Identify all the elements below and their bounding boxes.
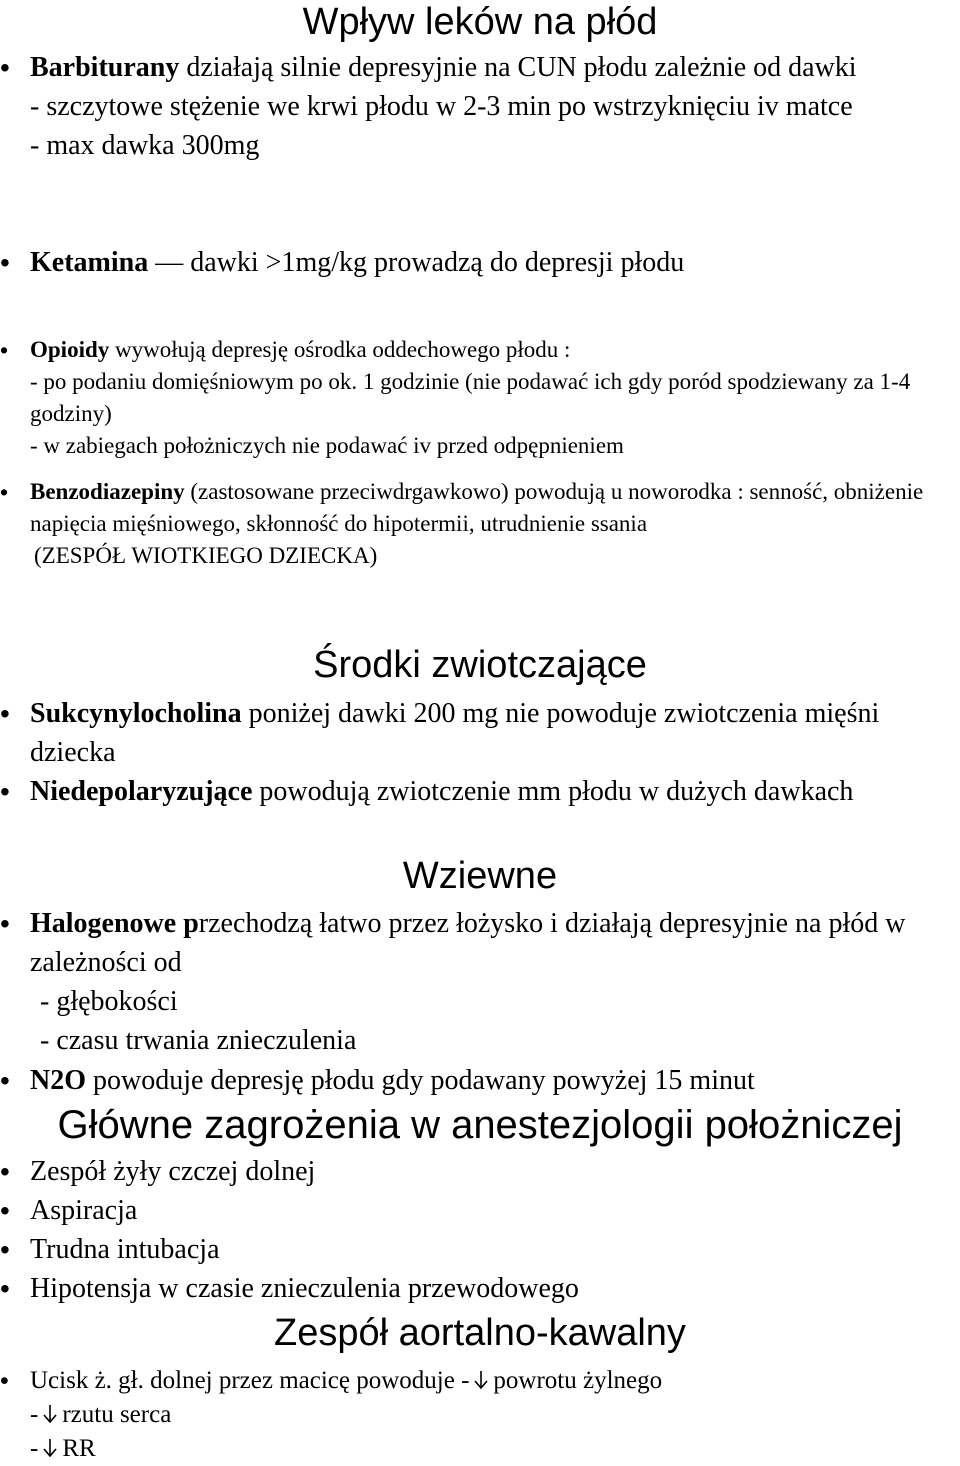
bullet-benzodiazepiny: • Benzodiazepiny (zastosowane przeciwdrgawkowo) powodują u noworodka : senność, obniżenie napięcia mięśniowego, skłonność do hipotermii, utrudnienie ssania (ZESPÓŁ WIOTKIEGO DZIECKA): [0, 476, 960, 572]
section-title: Główne zagrożenia w anestezjologii położniczej: [57, 1103, 903, 1147]
arrow-down-icon: [42, 1404, 58, 1424]
section-title: Wpływ leków na płód: [302, 1, 658, 43]
bullet-opioidy: • Opioidy wywołują depresję ośrodka oddechowego płodu : - po podaniu domięśniowym po ok. 1 godzinie (nie podawać ich gdy poród spodziewany za 1-4 godziny) - w zabiegach położniczych nie podawać iv przed odpępnieniem: [0, 334, 960, 462]
line-rzut-serca: - rzutu serca: [30, 1401, 172, 1428]
bullet-sukcynylocholina: • Sukcynylocholina poniżej dawki 200 mg nie powoduje zwiotczenia mięśni dziecka: [0, 694, 960, 772]
bullet-barbiturany: • Barbiturany działają silnie depresyjnie na CUN płodu zależnie od dawki - szczytowe stężenie we krwi płodu w 2-3 min po wstrzyknięciu iv matce - max dawka 300mg: [0, 48, 960, 165]
bullet-halogenowe: • Halogenowe przechodzą łatwo przez łożysko i działają depresyjnie na płód w zależności od - głębokości - czasu trwania znieczulenia: [0, 904, 960, 1060]
bullet-ucisk: • Ucisk ż. gł. dolnej przez macicę powoduje - powrotu żylnego: [0, 1364, 960, 1398]
list-item: • Aspiracja: [0, 1191, 137, 1230]
section-title: Wziewne: [402, 855, 558, 897]
bullet-n2o: • N2O powoduje depresję płodu gdy podawany powyżej 15 minut: [0, 1061, 960, 1100]
arrow-down-icon: [42, 1438, 58, 1458]
bullet-niedepolaryzujace: • Niedepolaryzujące powodują zwiotczenie mm płodu w dużych dawkach: [0, 772, 930, 811]
section-title: Środki zwiotczające: [313, 644, 647, 686]
list-item: • Trudna intubacja: [0, 1230, 220, 1269]
list-item: • Hipotensja w czasie znieczulenia przewodowego: [0, 1269, 579, 1308]
bullet-ketamina: • Ketamina — dawki >1mg/kg prowadzą do depresji płodu: [0, 243, 960, 282]
list-item: • Zespół żyły czczej dolnej: [0, 1152, 315, 1191]
line-rr: - RR: [30, 1435, 96, 1462]
section-title: Zespół aortalno-kawalny: [274, 1312, 686, 1354]
arrow-down-icon: [473, 1370, 489, 1390]
